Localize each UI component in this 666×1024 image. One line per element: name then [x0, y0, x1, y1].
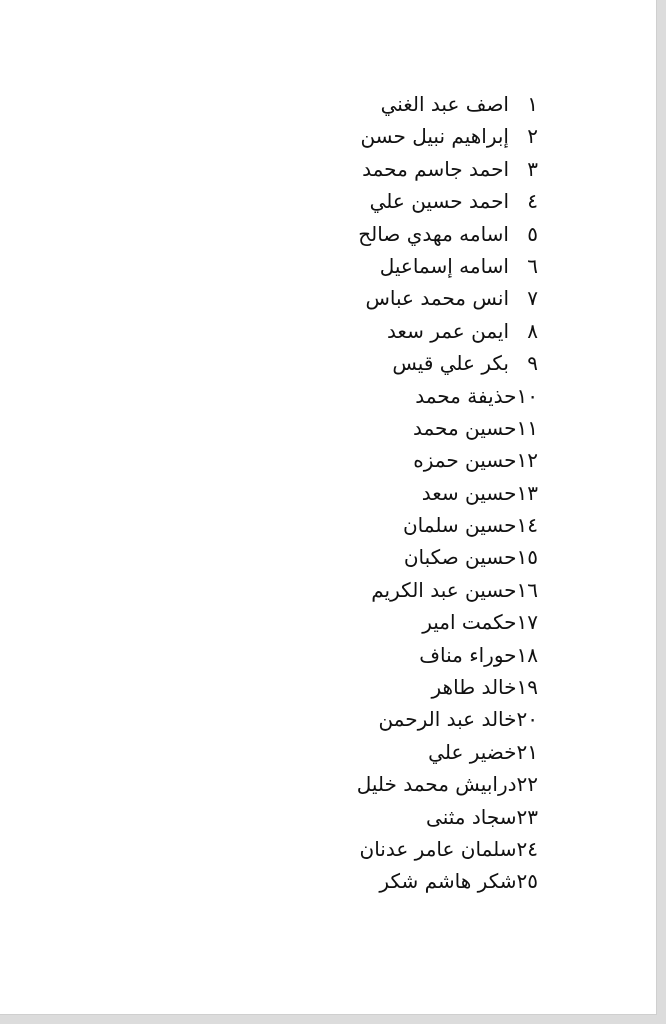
list-item-number: ١٦	[516, 577, 538, 602]
list-item-name: حسين صكبان	[403, 545, 517, 570]
list-item-name: خضير علي	[428, 739, 517, 764]
list-item-name: حسين محمد	[413, 415, 517, 440]
list-item-name: حذيفة محمد	[415, 383, 517, 408]
list-item-number: ٢٥	[516, 869, 538, 894]
list-item-number: ١٧	[516, 610, 538, 635]
list-item	[357, 444, 538, 476]
list-item-name: شكر هاشم شكر	[379, 869, 517, 894]
list-item	[357, 412, 538, 444]
list-item	[357, 801, 538, 833]
list-item-number: ٢٠	[516, 707, 538, 732]
list-item-name: حوراء مناف	[419, 642, 517, 667]
list-item-number: ١٤	[516, 513, 538, 538]
list-item-name: احمد حسين علي	[369, 189, 509, 214]
list-item	[357, 703, 538, 735]
list-item-number: ١٠	[516, 383, 538, 408]
list-item-number: ١١	[516, 415, 538, 440]
list-item-name: اسامه إسماعيل	[379, 253, 509, 278]
list-item-name: حسين سعد	[421, 480, 517, 505]
list-item	[357, 541, 538, 573]
list-item	[357, 120, 538, 152]
list-item-name: احمد جاسم محمد	[362, 156, 509, 181]
list-item-name: انس محمد عباس	[365, 286, 509, 311]
list-item-number: ٤	[527, 189, 538, 214]
list-item-number: ٦	[527, 253, 538, 278]
list-item-name: حسين عبد الكريم	[371, 577, 517, 602]
list-item	[357, 282, 538, 314]
list-item	[357, 671, 538, 703]
list-item-number: ٨	[527, 318, 538, 343]
list-item-number: ١٣	[516, 480, 538, 505]
list-item-number: ٥	[527, 221, 538, 246]
list-item	[357, 768, 538, 800]
list-item-name: حكمت امير	[422, 610, 517, 635]
list-item-number: ٣	[527, 156, 538, 181]
list-item-number: ٢١	[516, 739, 538, 764]
list-item	[357, 88, 538, 120]
list-item	[357, 218, 538, 250]
list-item-name: اسامه مهدي صالح	[358, 221, 509, 246]
list-item	[357, 347, 538, 379]
list-item-number: ٢٣	[516, 804, 538, 829]
list-item-name: بكر علي قيس	[392, 351, 509, 376]
list-item	[357, 639, 538, 671]
list-item-number: ١٨	[516, 642, 538, 667]
list-item-number: ٧	[527, 286, 538, 311]
list-item-name: خالد عبد الرحمن	[378, 707, 517, 732]
list-item	[357, 380, 538, 412]
list-item	[357, 509, 538, 541]
list-item	[357, 315, 538, 347]
list-item-number: ٩	[527, 351, 538, 376]
list-item-number: ١	[527, 92, 538, 116]
list-item-name: سجاد مثنى	[426, 804, 517, 829]
list-item	[357, 477, 538, 509]
list-item-name: خالد طاهر	[431, 675, 517, 700]
names-list	[357, 88, 538, 898]
list-item-number: ٢٤	[516, 836, 538, 861]
list-item-name: حسين سلمان	[402, 513, 517, 538]
list-item	[357, 153, 538, 185]
list-item	[357, 574, 538, 606]
list-item	[357, 736, 538, 768]
list-item-number: ١٩	[516, 675, 538, 700]
list-item-name: حسين حمزه	[413, 448, 517, 473]
list-item-name: درابيش محمد خليل	[356, 772, 517, 797]
list-item	[357, 833, 538, 865]
list-item	[357, 606, 538, 638]
list-item-number: ١٢	[516, 448, 538, 473]
list-item	[357, 865, 538, 897]
list-item-number: ١٥	[516, 545, 538, 570]
list-item-name: اصف عبد الغني	[380, 92, 509, 116]
list-item-number: ٢	[527, 124, 538, 149]
list-item	[357, 185, 538, 217]
list-item	[357, 250, 538, 282]
list-item-name: سلمان عامر عدنان	[359, 836, 517, 861]
list-item-number: ٢٢	[516, 772, 538, 797]
list-item-name: إبراهيم نبيل حسن	[360, 124, 509, 149]
list-item-name: ايمن عمر سعد	[386, 318, 509, 343]
